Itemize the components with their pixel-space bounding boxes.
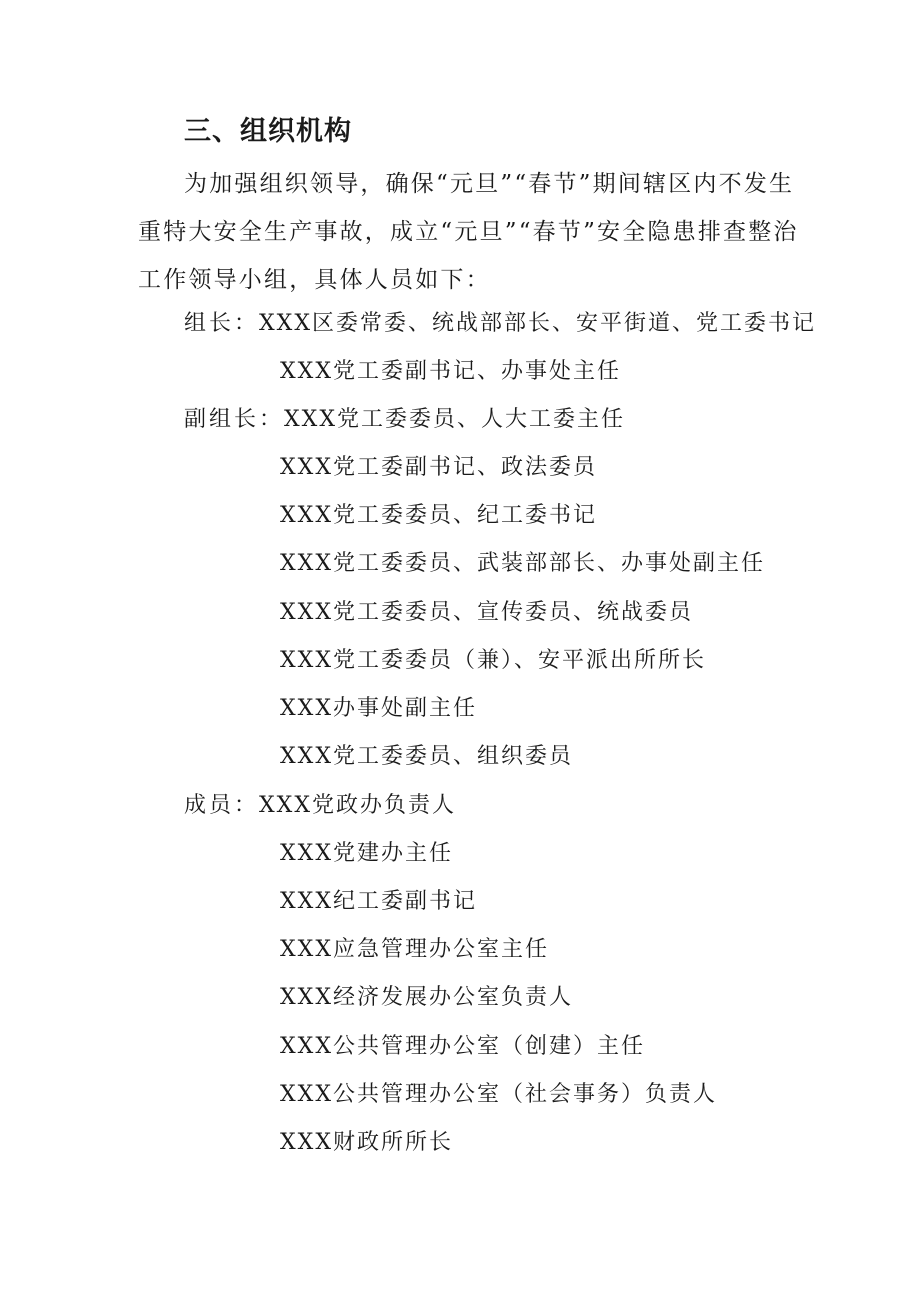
deputy-label: 副组长： [184, 407, 285, 432]
member-item: XXX纪工委副书记 [280, 889, 477, 914]
deputy-member: XXX党工委委员、组织委员 [280, 744, 573, 769]
member-item: XXX公共管理办公室（社会事务）负责人 [280, 1082, 717, 1107]
intro-line: 重特大安全生产事故，成立“元旦”“春节”安全隐患排查整治 [138, 219, 799, 245]
deputy-member: XXX党工委副书记、政法委员 [280, 455, 597, 480]
member-item: XXX党政办负责人 [259, 793, 457, 818]
member-item: XXX党建办主任 [280, 841, 453, 866]
section-heading: 三、组织机构 [184, 116, 352, 147]
leader-member: XXX党工委副书记、办事处主任 [280, 359, 621, 384]
deputy-member: XXX党工委委员、纪工委书记 [280, 503, 597, 528]
deputy-member: XXX党工委委员、武装部部长、办事处副主任 [280, 551, 765, 576]
intro-paragraph [138, 160, 798, 304]
member-item: XXX应急管理办公室主任 [280, 937, 549, 962]
leader-row [184, 308, 816, 340]
deputy-row [184, 404, 625, 436]
intro-line: 工作领导小组，具体人员如下： [138, 267, 491, 293]
deputy-member: XXX党工委委员、宣传委员、统战委员 [280, 600, 693, 625]
deputy-member: XXX党工委委员、人大工委主任 [284, 407, 626, 432]
leader-member: XXX区委常委、统战部部长、安平街道、党工委书记 [259, 311, 817, 336]
intro-line: 为加强组织领导，确保“元旦”“春节”期间辖区内不发生 [184, 171, 795, 197]
leader-label: 组长： [184, 311, 260, 336]
deputy-member: XXX党工委委员（兼）、安平派出所所长 [280, 648, 706, 673]
member-item: XXX经济发展办公室负责人 [280, 985, 573, 1010]
member-item: XXX公共管理办公室（创建）主任 [280, 1034, 645, 1059]
deputy-member: XXX办事处副主任 [280, 696, 477, 721]
members-label: 成员： [184, 793, 260, 818]
members-row [184, 790, 456, 822]
member-item: XXX财政所所长 [280, 1130, 453, 1155]
